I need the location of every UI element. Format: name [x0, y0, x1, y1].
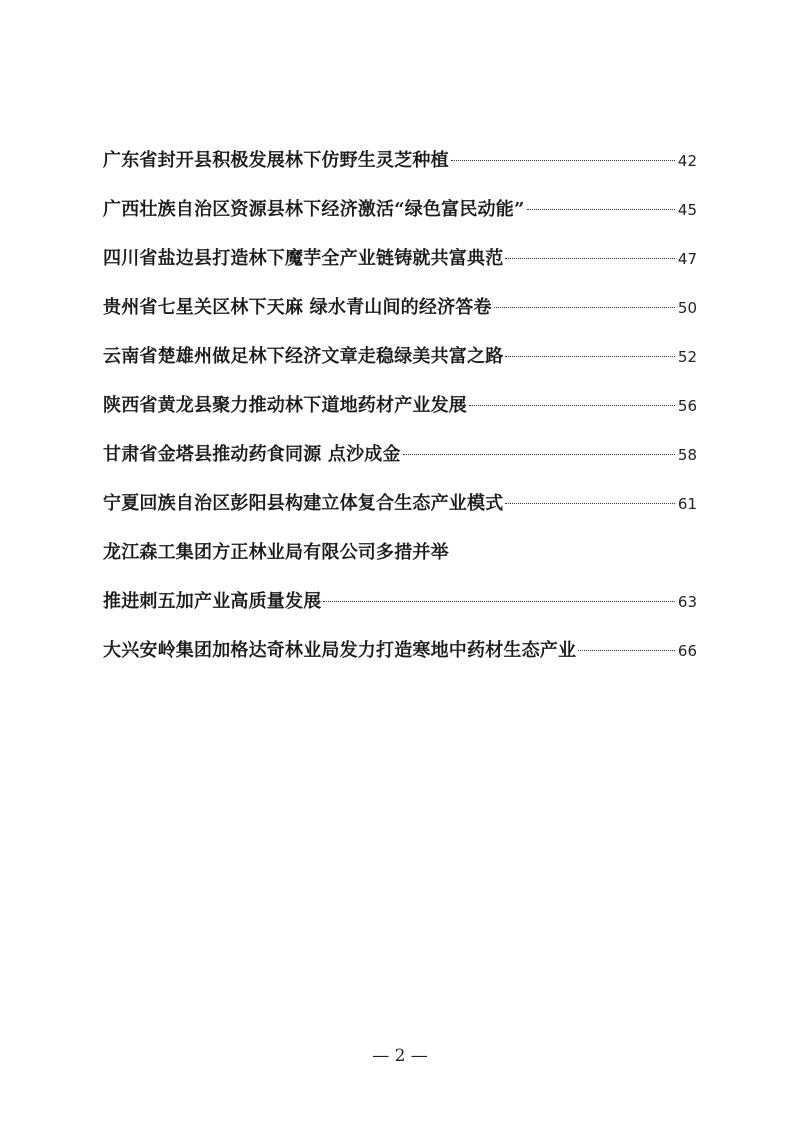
- toc-entry-title: 宁夏回族自治区彭阳县构建立体复合生态产业模式: [103, 493, 504, 514]
- table-of-contents: [103, 141, 697, 680]
- toc-entry-title: 四川省盐边县打造林下魔芋全产业链铸就共富典范: [103, 248, 504, 269]
- toc-entry-page: 50: [677, 299, 697, 317]
- toc-leader-dots: [578, 650, 675, 651]
- toc-entry-title: 贵州省七星关区林下天麻 绿水青山间的经济答卷: [103, 297, 492, 318]
- toc-entry-page: 63: [677, 593, 697, 611]
- toc-entry[interactable]: [103, 141, 697, 190]
- toc-leader-dots: [403, 454, 675, 455]
- toc-entry-page: 42: [677, 152, 697, 170]
- toc-entry-page: 61: [677, 495, 697, 513]
- toc-leader-dots: [505, 356, 675, 357]
- toc-entry-title: 广东省封开县积极发展林下仿野生灵芝种植: [103, 150, 449, 171]
- toc-entry[interactable]: [103, 288, 697, 337]
- toc-entry-title: 大兴安岭集团加格达奇林业局发力打造寒地中药材生态产业: [103, 640, 577, 661]
- toc-entry[interactable]: [103, 337, 697, 386]
- toc-entry-first-line[interactable]: [103, 533, 697, 582]
- toc-entry-page: 45: [677, 201, 697, 219]
- toc-entry[interactable]: [103, 631, 697, 680]
- toc-leader-dots: [494, 307, 675, 308]
- toc-leader-dots: [505, 258, 675, 259]
- page-number: — 2 —: [372, 1046, 428, 1066]
- toc-entry[interactable]: [103, 484, 697, 533]
- toc-entry-page: 47: [677, 250, 697, 268]
- toc-entry-title: 推进刺五加产业高质量发展: [103, 591, 322, 612]
- toc-leader-dots: [323, 601, 675, 602]
- toc-entry-continuation[interactable]: [103, 582, 697, 631]
- toc-entry-title: 甘肃省金塔县推动药食同源 点沙成金: [103, 444, 401, 465]
- toc-leader-dots: [469, 405, 675, 406]
- toc-entry-page: 58: [677, 446, 697, 464]
- toc-leader-dots: [527, 209, 675, 210]
- toc-entry[interactable]: [103, 435, 697, 484]
- toc-entry[interactable]: [103, 239, 697, 288]
- toc-entry-title: 陕西省黄龙县聚力推动林下道地药材产业发展: [103, 395, 467, 416]
- toc-entry-title: 云南省楚雄州做足林下经济文章走稳绿美共富之路: [103, 346, 504, 367]
- toc-leader-dots: [505, 503, 675, 504]
- toc-entry-page: 56: [677, 397, 697, 415]
- toc-entry-title: 广西壮族自治区资源县林下经济激活“绿色富民动能”: [103, 199, 525, 220]
- toc-entry-page: 66: [677, 642, 697, 660]
- toc-leader-dots: [451, 160, 675, 161]
- toc-entry-title: 龙江森工集团方正林业局有限公司多措并举: [103, 542, 449, 563]
- toc-entry[interactable]: [103, 190, 697, 239]
- toc-entry[interactable]: [103, 386, 697, 435]
- toc-entry-page: 52: [677, 348, 697, 366]
